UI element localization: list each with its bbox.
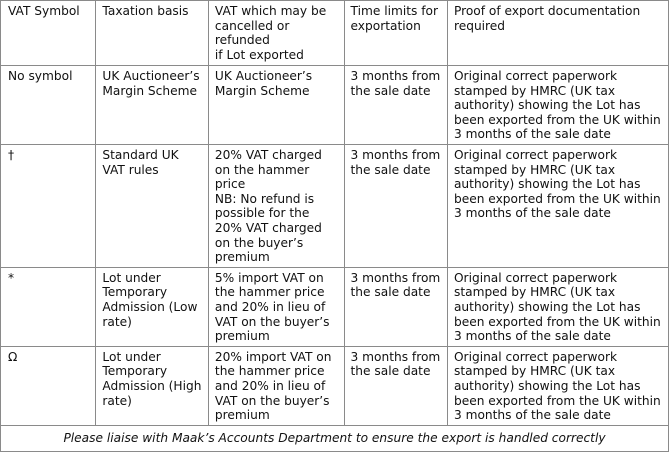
cell-proof-of-export: Original correct paperwork stamped by HMRC (UK tax authority) showing the Lot has been exported from the UK within 3 months of the sale date <box>447 66 668 145</box>
table-row <box>1 145 669 268</box>
footer-note: Please liaise with Maak’s Accounts Department to ensure the export is handled correctly <box>1 425 669 451</box>
header-proof-of-export: Proof of export documentation required <box>447 1 668 66</box>
cell-time-limit: 3 months from the sale date <box>344 346 447 425</box>
cell-time-limit: 3 months from the sale date <box>344 145 447 268</box>
cell-vat-symbol: * <box>1 267 96 346</box>
table-header-row <box>1 1 669 66</box>
table-footer-row <box>1 425 669 451</box>
cell-vat-refundable: 5% import VAT on the hammer price and 20% in lieu of VAT on the buyer’s premium <box>208 267 344 346</box>
cell-vat-symbol: Ω <box>1 346 96 425</box>
header-vat-refundable: VAT which may be cancelled or refunded if Lot exported <box>208 1 344 66</box>
header-time-limits: Time limits for exportation <box>344 1 447 66</box>
table-row <box>1 66 669 145</box>
header-vat-symbol: VAT Symbol <box>1 1 96 66</box>
table-row <box>1 267 669 346</box>
cell-proof-of-export: Original correct paperwork stamped by HMRC (UK tax authority) showing the Lot has been exported from the UK within 3 months of the sale date <box>447 267 668 346</box>
cell-taxation-basis: UK Auctioneer’s Margin Scheme <box>96 66 209 145</box>
cell-proof-of-export: Original correct paperwork stamped by HMRC (UK tax authority) showing the Lot has been exported from the UK within 3 months of the sale date <box>447 346 668 425</box>
cell-taxation-basis: Lot under Temporary Admission (Low rate) <box>96 267 209 346</box>
cell-vat-refundable: 20% import VAT on the hammer price and 20% in lieu of VAT on the buyer’s premium <box>208 346 344 425</box>
cell-vat-symbol: No symbol <box>1 66 96 145</box>
table-row <box>1 346 669 425</box>
cell-taxation-basis: Standard UK VAT rules <box>96 145 209 268</box>
cell-time-limit: 3 months from the sale date <box>344 267 447 346</box>
cell-proof-of-export: Original correct paperwork stamped by HMRC (UK tax authority) showing the Lot has been exported from the UK within 3 months of the sale date <box>447 145 668 268</box>
cell-vat-symbol: † <box>1 145 96 268</box>
cell-vat-refundable: 20% VAT charged on the hammer price NB: No refund is possible for the 20% VAT charged on the buyer’s premium <box>208 145 344 268</box>
cell-vat-refundable: UK Auctioneer’s Margin Scheme <box>208 66 344 145</box>
cell-taxation-basis: Lot under Temporary Admission (High rate) <box>96 346 209 425</box>
cell-time-limit: 3 months from the sale date <box>344 66 447 145</box>
header-taxation-basis: Taxation basis <box>96 1 209 66</box>
